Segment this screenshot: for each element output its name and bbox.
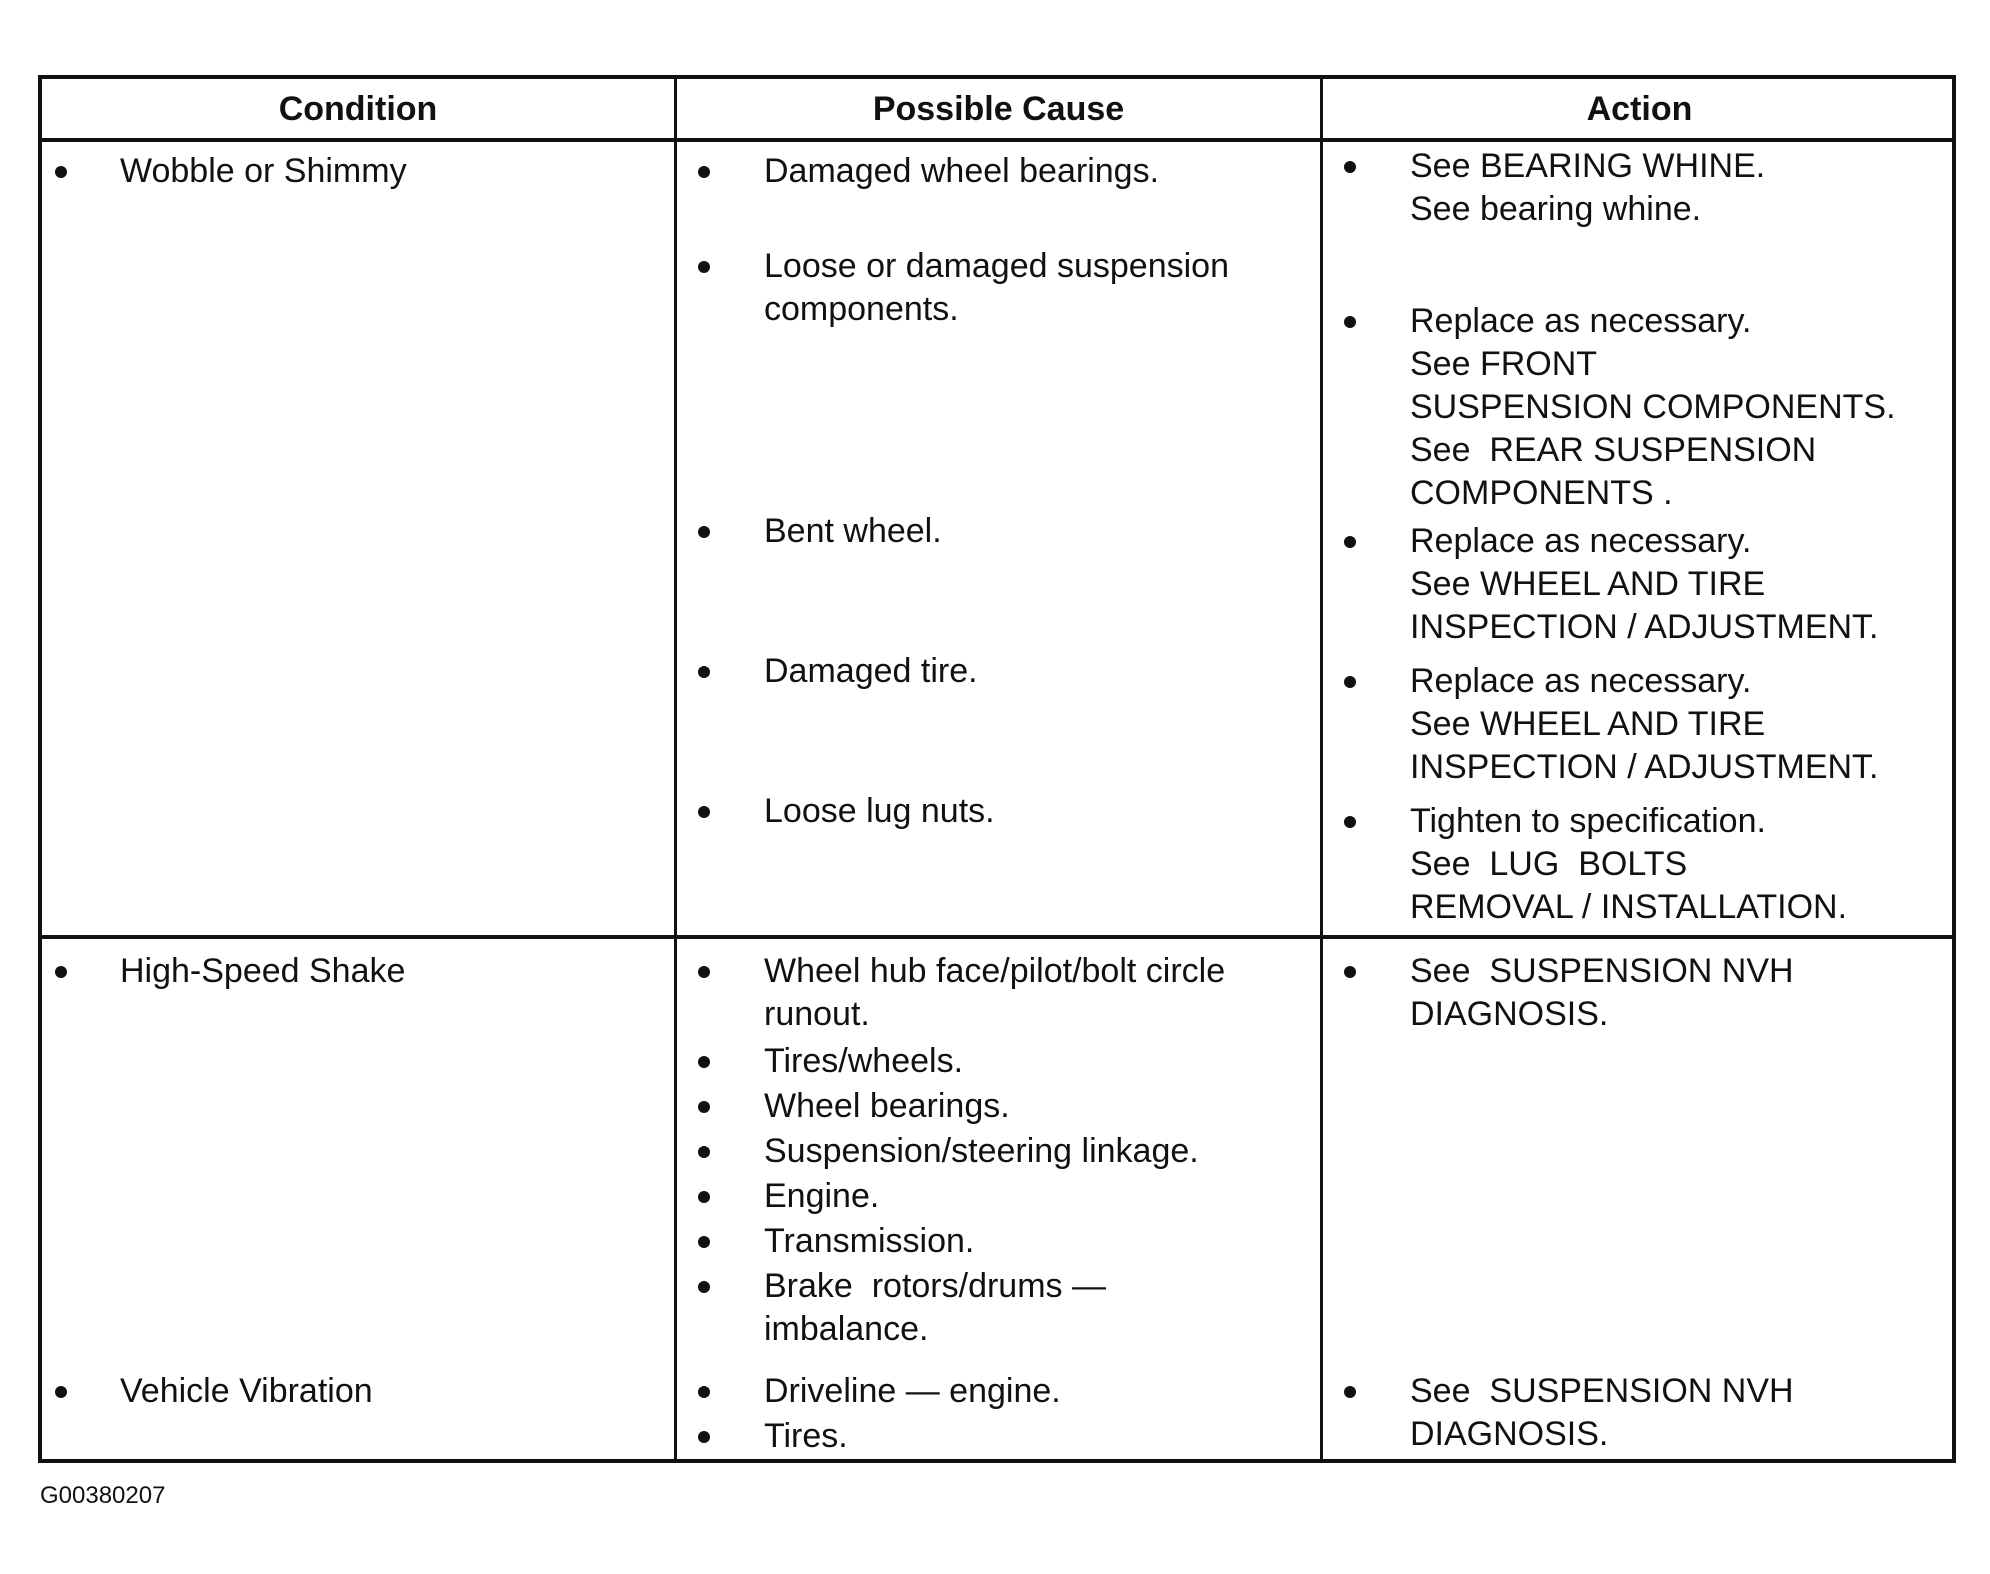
figure-id: G00380207 — [40, 1482, 166, 1509]
bullet-icon — [698, 1431, 710, 1443]
bullet-icon — [698, 1191, 710, 1203]
bullet-icon — [1344, 966, 1356, 978]
condition-cell: High-Speed Shake — [120, 952, 406, 990]
bullet-icon — [1344, 676, 1356, 688]
cause-item: Wheel hub face/pilot/bolt circle runout. — [764, 952, 1226, 1033]
bullet-icon — [698, 1056, 710, 1068]
cause-item: Damaged tire. — [764, 652, 978, 690]
cause-item: Brake rotors/drums — imbalance. — [764, 1267, 1106, 1348]
header-possible-cause: Possible Cause — [872, 89, 1125, 128]
cause-item: Driveline — engine. — [764, 1372, 1061, 1410]
header-action: Action — [1586, 89, 1693, 128]
cause-item: Tires. — [764, 1417, 848, 1455]
bullet-icon — [698, 1281, 710, 1293]
bullet-icon — [1344, 161, 1356, 173]
bullet-icon — [1344, 536, 1356, 548]
action-item: Replace as necessary. See WHEEL AND TIRE INSPECTION / ADJUSTMENT. — [1410, 522, 1879, 646]
cause-item: Bent wheel. — [764, 512, 942, 550]
condition-cell: Vehicle Vibration — [120, 1372, 373, 1410]
bullet-icon — [698, 1236, 710, 1248]
bullet-icon — [698, 1101, 710, 1113]
cause-item: Engine. — [764, 1177, 880, 1215]
cause-item: Wheel bearings. — [764, 1087, 1010, 1125]
cause-item: Damaged wheel bearings. — [764, 152, 1160, 190]
bullet-icon — [55, 966, 67, 978]
row-divider — [42, 935, 1952, 939]
cause-item: Loose or damaged suspension components. — [764, 247, 1229, 328]
bullet-icon — [1344, 1386, 1356, 1398]
cause-item: Tires/wheels. — [764, 1042, 964, 1080]
bullet-icon — [1344, 816, 1356, 828]
cause-item: Suspension/steering linkage. — [764, 1132, 1199, 1170]
bullet-icon — [698, 666, 710, 678]
bullet-icon — [698, 261, 710, 273]
header-condition: Condition — [278, 89, 438, 128]
action-item: Tighten to specification. See LUG BOLTS REMOVAL / INSTALLATION. — [1410, 802, 1848, 926]
bullet-icon — [1344, 316, 1356, 328]
cause-item: Transmission. — [764, 1222, 975, 1260]
action-item: Replace as necessary. See WHEEL AND TIRE INSPECTION / ADJUSTMENT. — [1410, 662, 1879, 786]
action-item: See SUSPENSION NVH DIAGNOSIS. — [1410, 1372, 1794, 1453]
bullet-icon — [698, 966, 710, 978]
cause-item: Loose lug nuts. — [764, 792, 995, 830]
action-item: Replace as necessary. See FRONT SUSPENSION COMPONENTS. See REAR SUSPENSION COMPONENTS . — [1410, 302, 1896, 512]
bullet-icon — [698, 1386, 710, 1398]
action-item: See SUSPENSION NVH DIAGNOSIS. — [1410, 952, 1794, 1033]
bullet-icon — [698, 526, 710, 538]
bullet-icon — [55, 166, 67, 178]
column-divider — [674, 79, 677, 1459]
action-item: See BEARING WHINE. See bearing whine. — [1410, 147, 1766, 228]
bullet-icon — [55, 1386, 67, 1398]
bullet-icon — [698, 1146, 710, 1158]
column-divider — [1320, 79, 1323, 1459]
bullet-icon — [698, 166, 710, 178]
condition-cell: Wobble or Shimmy — [120, 152, 407, 190]
bullet-icon — [698, 806, 710, 818]
